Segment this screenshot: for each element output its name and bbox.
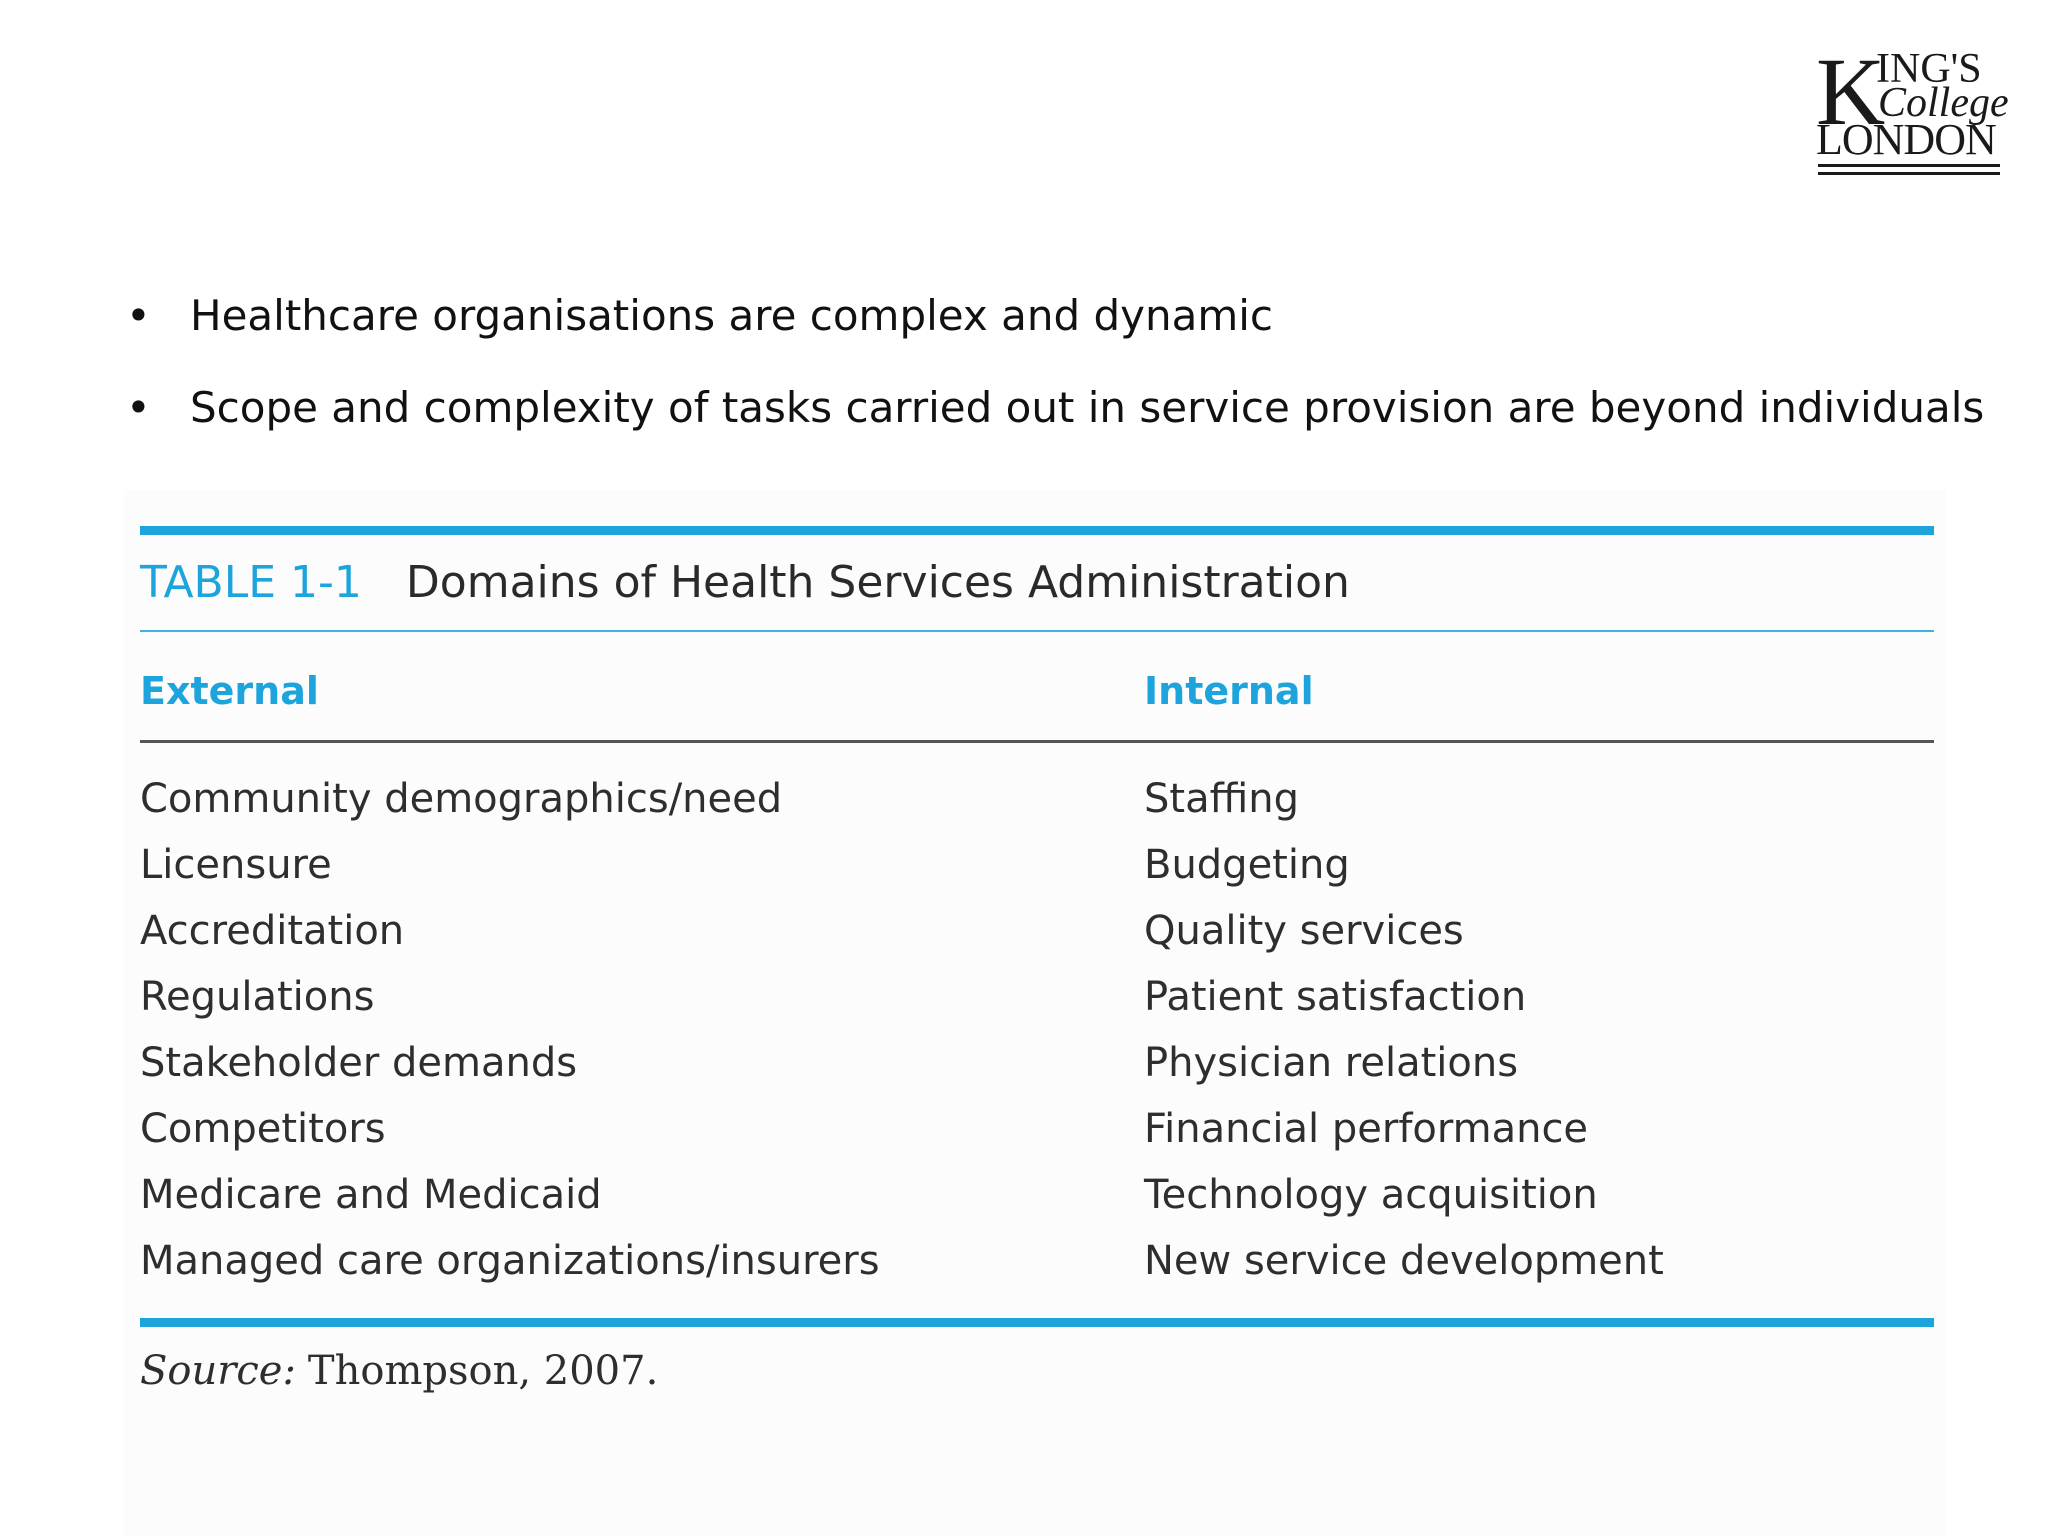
table-header-rule	[140, 740, 1934, 743]
bullet-text: Healthcare organisations are complex and dynamic	[190, 291, 1274, 340]
column-header-external: External	[140, 669, 319, 713]
table-title-rule	[140, 630, 1934, 632]
table-cell-internal: New service development	[1144, 1238, 1664, 1284]
logo-ings: ING'S	[1876, 46, 1982, 92]
bullet-list	[120, 290, 2020, 474]
kings-college-london-logo	[1808, 38, 2009, 180]
bullet-icon: •	[126, 383, 151, 432]
logo-london: LONDON	[1816, 115, 1996, 164]
table-cell-internal: Staffing	[1144, 776, 1299, 822]
logo-rule	[1818, 164, 2000, 167]
table-figure	[124, 490, 1946, 1536]
table-bottom-rule	[140, 1318, 1934, 1327]
bullet-text: Scope and complexity of tasks carried out in service provision are beyond individuals	[190, 383, 1985, 432]
table-cell-internal: Financial performance	[1144, 1106, 1589, 1152]
table-number: TABLE 1-1	[140, 557, 362, 608]
table-cell-internal: Physician relations	[1144, 1040, 1519, 1086]
table-top-rule	[140, 526, 1934, 535]
source-label: Source:	[140, 1348, 296, 1394]
bullet-item	[120, 290, 2020, 382]
table-cell-internal: Technology acquisition	[1144, 1172, 1598, 1218]
table-cell-external: Medicare and Medicaid	[140, 1172, 602, 1218]
table-cell-external: Licensure	[140, 842, 332, 888]
external-column	[140, 766, 880, 1294]
logo-rule	[1818, 172, 2000, 175]
logo-college: College	[1878, 80, 2009, 126]
table-cell-external: Managed care organizations/insurers	[140, 1238, 880, 1284]
table-title	[140, 556, 1350, 610]
bullet-icon: •	[126, 291, 151, 340]
table-cell-external: Stakeholder demands	[140, 1040, 578, 1086]
table-cell-external: Regulations	[140, 974, 375, 1020]
column-header-internal: Internal	[1144, 669, 1314, 713]
table-cell-external: Competitors	[140, 1106, 386, 1152]
table-cell-internal: Patient satisfaction	[1144, 974, 1527, 1020]
internal-column	[1144, 766, 1664, 1294]
table-cell-internal: Quality services	[1144, 908, 1464, 954]
logo-letter-k: K	[1816, 38, 1886, 145]
source-citation: Thompson, 2007.	[307, 1348, 659, 1394]
table-source	[140, 1346, 658, 1396]
table-name: Domains of Health Services Administration	[405, 557, 1350, 608]
table-cell-external: Accreditation	[140, 908, 405, 954]
bullet-item	[120, 382, 2020, 474]
table-cell-external: Community demographics/need	[140, 776, 783, 822]
table-cell-internal: Budgeting	[1144, 842, 1350, 888]
